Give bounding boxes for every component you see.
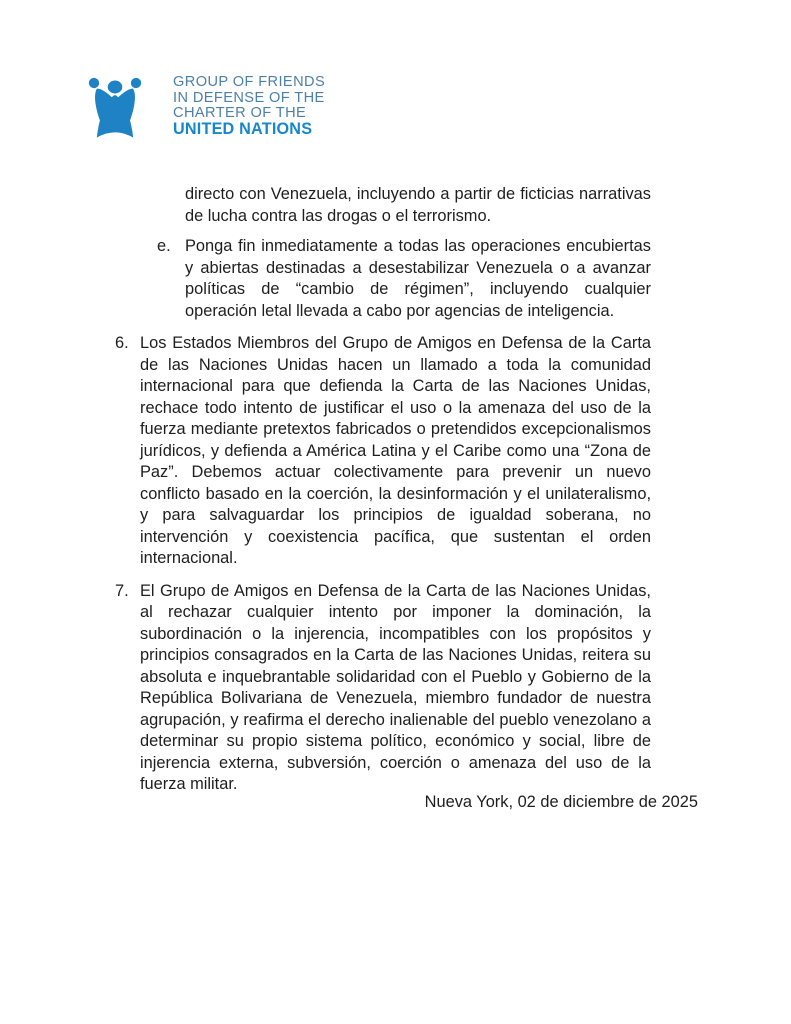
logo-wordmark	[173, 75, 325, 137]
dateline: Nueva York, 02 de diciembre de 2025	[424, 793, 698, 811]
list-item-e-text: Ponga fin inmediatamente a todas las operaciones encubiertas y abiertas destinadas a desestabilizar Venezuela o a avanzar políticas de “cambio de régimen”, incluyendo cualquier operación letal llevada a cabo por agencias de inteligencia.	[185, 237, 651, 320]
logo-line-1: GROUP OF FRIENDS	[173, 74, 326, 90]
list-item-6-marker: 6.	[115, 334, 129, 352]
list-item-6	[115, 333, 651, 570]
list-item-e-marker: e.	[157, 237, 171, 255]
paragraph-continuation: directo con Venezuela, incluyendo a partir de ficticias narrativas de lucha contra las drogas o el terrorismo.	[185, 185, 651, 225]
group-of-friends-logo	[62, 74, 325, 144]
list-item-6-text: Los Estados Miembros del Grupo de Amigos en Defensa de la Carta de las Naciones Unidas hacen un llamado a toda la comunidad internacional para que defienda la Carta de las Naciones Unidas, rechace todo intento de justificar el uso o la amenaza del uso de la fuerza mediante pretextos fabricados o pretendidos excepcionalismos jurídicos, y defienda a América Latina y el Caribe como una “Zona de Paz”. Debemos actuar colectivamente para prevenir un nuevo conflicto basado en la coerción, la desinformación y el unilateralismo, y para salvaguardar los principios de igualdad soberana, no intervención y coexistencia pacífica, que sustentan el orden internacional.	[140, 334, 651, 567]
logo-line-united-nations: UNITED NATIONS	[173, 119, 313, 138]
three-people-figures-icon	[62, 74, 168, 144]
list-item-7	[115, 581, 651, 796]
document-body	[115, 184, 651, 796]
logo-line-3: CHARTER OF THE	[173, 105, 307, 122]
list-item-e	[115, 236, 651, 322]
logo-line-2: IN DEFENSE OF THE	[173, 89, 325, 106]
list-item-7-marker: 7.	[115, 581, 129, 600]
list-item-7-text: El Grupo de Amigos en Defensa de la Carta de las Naciones Unidas, al rechazar cualquier intento por imponer la dominación, la subordinación o la injerencia, incompatibles con los propósitos y principios consagrados en la Carta de las Naciones Unidas, reitera su absoluta e inquebrantable solidaridad con el Pueblo y Gobierno de la República Bolivariana de Venezuela, miembro fundador de nuestra agrupación, y reafirma el derecho inalienable del pueblo venezolano a determinar su propio sistema político, económico y social, libre de injerencia externa, subversión, coerción o amenaza del uso de la fuerza militar.	[140, 581, 651, 793]
